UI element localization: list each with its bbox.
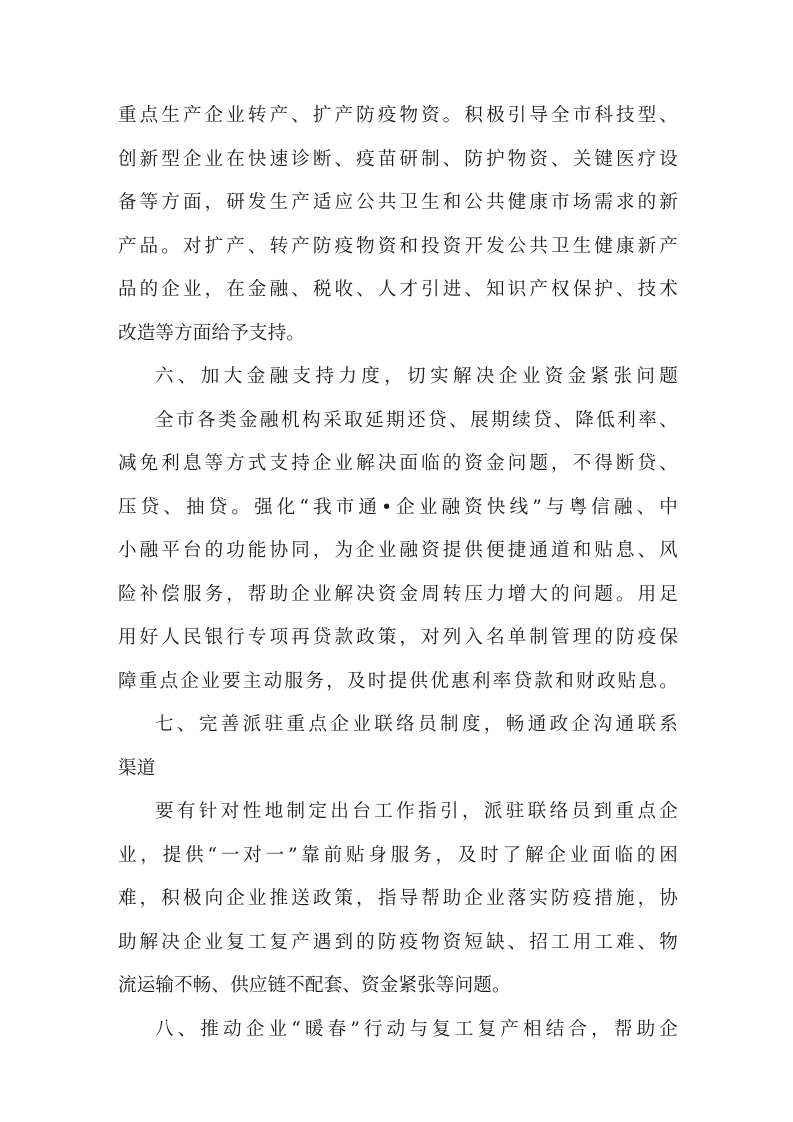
section-heading-8: 八、推动企业“暖春”行动与复工复产相结合，帮助企 [155, 1018, 678, 1040]
document-page [118, 94, 678, 1051]
paragraph-line: 备等方面，研发生产适应公共卫生和公共健康市场需求的新 [118, 192, 678, 213]
paragraph-line: 险补偿服务，帮助企业解决资金周转压力增大的问题。用足 [118, 583, 678, 605]
section-heading-7-cont: 渠道 [118, 757, 156, 779]
paragraph-line: 障重点企业要主动服务，及时提供优惠利率贷款和财政贴息。 [118, 670, 678, 692]
section-heading-6: 六、加大金融支持力度，切实解决企业资金紧张问题 [155, 366, 678, 387]
paragraph-line: 创新型企业在快速诊断、疫苗研制、防护物资、关键医疗设 [118, 148, 678, 170]
paragraph-line: 品的企业，在金融、税收、人才引进、知识产权保护、技术 [118, 279, 678, 300]
paragraph-line: 流运输不畅、供应链不配套、资金紧张等问题。 [118, 975, 511, 996]
paragraph-line: 助解决企业复工复产遇到的防疫物资短缺、招工用工难、物 [118, 931, 678, 953]
paragraph-line: 重点生产企业转产、扩产防疫物资。积极引导全市科技型、 [118, 105, 678, 126]
paragraph-line: 减免利息等方式支持企业解决面临的资金问题，不得断贷、 [118, 453, 678, 474]
paragraph-line: 业，提供“一对一”靠前贴身服务，及时了解企业面临的困 [118, 844, 678, 866]
paragraph-line: 要有针对性地制定出台工作指引，派驻联络员到重点企 [155, 801, 678, 822]
paragraph-line: 用好人民银行专项再贷款政策，对列入名单制管理的防疫保 [118, 627, 678, 648]
paragraph-line: 改造等方面给予支持。 [118, 322, 306, 344]
paragraph-line: 产品。对扩产、转产防疫物资和投资开发公共卫生健康新产 [118, 235, 678, 257]
paragraph-line: 小融平台的功能协同，为企业融资提供便捷通道和贴息、风 [118, 540, 678, 561]
paragraph-line: 压贷、抽贷。强化“我市通•企业融资快线”与粤信融、中 [118, 496, 678, 518]
section-heading-7: 七、完善派驻重点企业联络员制度，畅通政企沟通联系 [155, 714, 678, 735]
paragraph-line: 难，积极向企业推送政策，指导帮助企业落实防疫措施，协 [118, 888, 678, 909]
paragraph-line: 全市各类金融机构采取延期还贷、展期续贷、降低利率、 [155, 409, 678, 431]
